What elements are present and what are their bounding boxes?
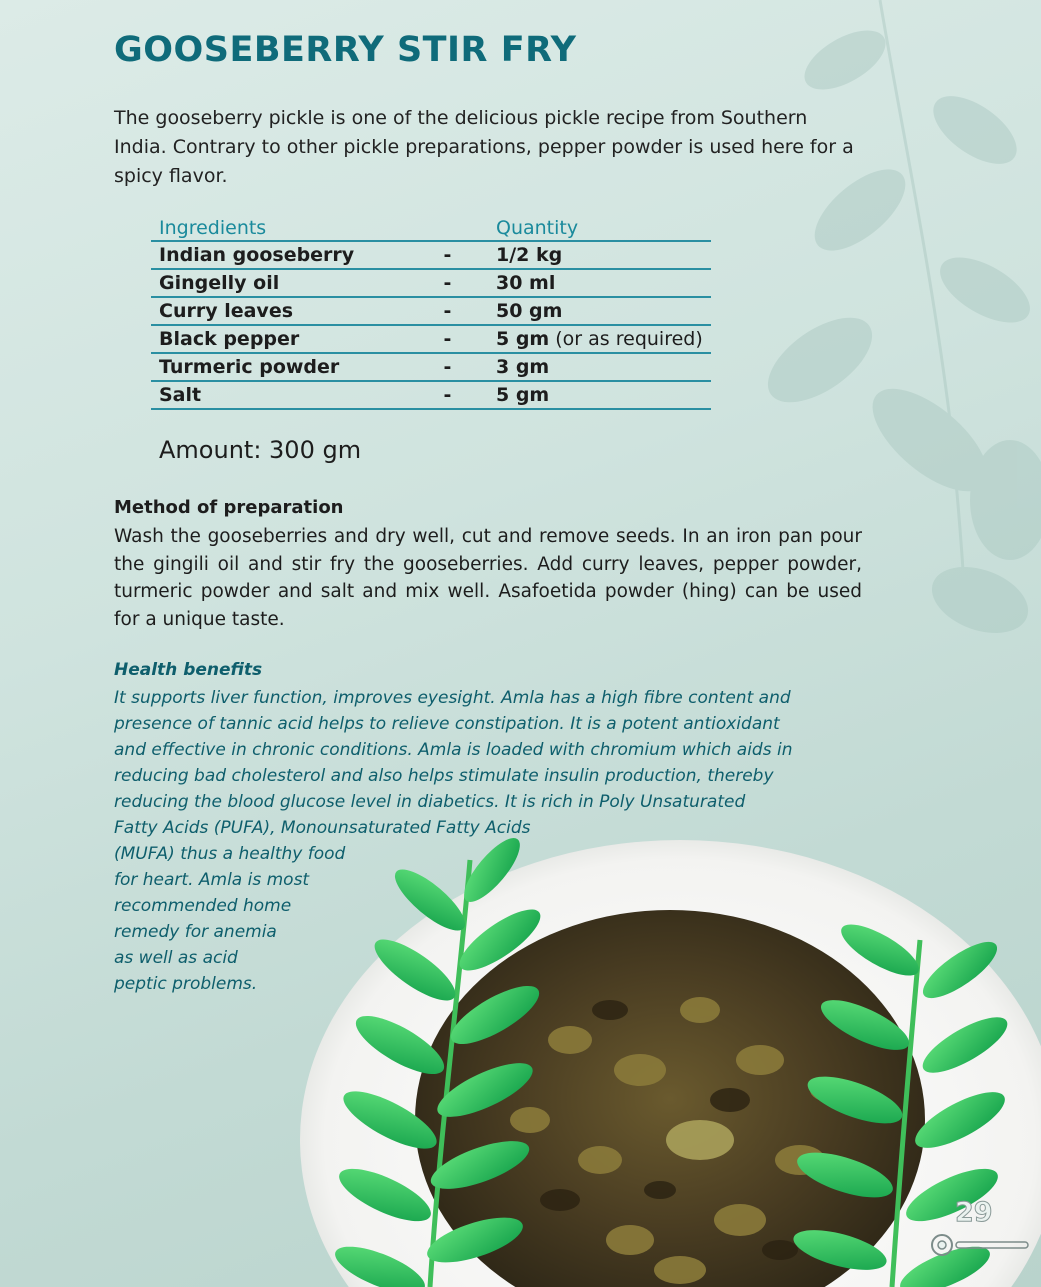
- health-line: recommended home: [114, 896, 292, 916]
- ingredient-name: Curry leaves: [151, 297, 407, 325]
- qty-value: 30 ml: [496, 272, 556, 294]
- health-line: It supports liver function, improves eyesight. Amla has a high fibre content and: [114, 688, 791, 708]
- health-line: presence of tannic acid helps to relieve constipation. It is a potent antioxidant: [114, 714, 780, 734]
- ingredient-qty: [488, 381, 711, 409]
- table-row: [151, 325, 711, 353]
- method-paragraph: Wash the gooseberries and dry well, cut and remove seeds. In an iron pan pour the gingili oil and stir fry the gooseberries. Add curry leaves, pepper powder, turmeric powder and salt and mix well. Asafoetida powder (hing) can be used for a unique taste.: [114, 526, 862, 630]
- health-line: for heart. Amla is most: [114, 870, 310, 890]
- dash-header: [407, 214, 488, 241]
- ingredient-dash: -: [407, 325, 488, 353]
- table-row: [151, 241, 711, 269]
- page-number-ornament-icon: [928, 1232, 1033, 1258]
- intro-paragraph: The gooseberry pickle is one of the delicious pickle recipe from Southern India. Contrary to other pickle preparations, pepper powder is used here for a spicy flavor.: [114, 107, 854, 187]
- table-row: [151, 269, 711, 297]
- page-title: GOOSEBERRY STIR FRY: [114, 30, 577, 70]
- ingredient-dash: -: [407, 297, 488, 325]
- health-line: and effective in chronic conditions. Amla is loaded with chromium which aids in: [114, 740, 793, 760]
- qty-value: 5 gm: [496, 328, 550, 350]
- health-line: as well as acid: [114, 948, 238, 968]
- health-line: reducing the blood glucose level in diabetics. It is rich in Poly Unsaturated: [114, 792, 746, 812]
- qty-value: 50 gm: [496, 300, 563, 322]
- table-row: [151, 297, 711, 325]
- health-line: Fatty Acids (PUFA), Monounsaturated Fatty Acids: [114, 818, 531, 838]
- ingredient-qty: [488, 269, 711, 297]
- qty-value: 5 gm: [496, 384, 550, 406]
- table-row: [151, 353, 711, 381]
- ingredient-dash: -: [407, 241, 488, 269]
- gooseberry-stir-fry-photo: [280, 830, 1041, 1287]
- ingredient-name: Salt: [151, 381, 407, 409]
- qty-value: 1/2 kg: [496, 244, 563, 266]
- method-heading: Method of preparation: [114, 497, 344, 518]
- ingredient-dash: -: [407, 353, 488, 381]
- yield-amount: Amount: 300 gm: [159, 436, 362, 464]
- ingredient-name: Turmeric powder: [151, 353, 407, 381]
- health-line: remedy for anemia: [114, 922, 277, 942]
- health-line: (MUFA) thus a healthy food: [114, 844, 346, 864]
- table-header-row: [151, 214, 711, 241]
- qty-note: (or as required): [549, 328, 703, 350]
- health-line: peptic problems.: [114, 974, 258, 994]
- ingredient-name: Black pepper: [151, 325, 407, 353]
- ingredient-qty: [488, 241, 711, 269]
- ingredient-name: Gingelly oil: [151, 269, 407, 297]
- health-benefits-heading: Health benefits: [114, 660, 263, 680]
- qty-value: 3 gm: [496, 356, 550, 378]
- ingredients-header: Ingredients: [151, 214, 407, 241]
- ingredient-qty: [488, 325, 711, 353]
- ingredient-dash: -: [407, 381, 488, 409]
- ingredients-table: [151, 214, 711, 410]
- ingredient-name: Indian gooseberry: [151, 241, 407, 269]
- ingredient-dash: -: [407, 269, 488, 297]
- health-line: reducing bad cholesterol and also helps stimulate insulin production, thereby: [114, 766, 774, 786]
- table-row: [151, 381, 711, 409]
- ingredient-qty: [488, 353, 711, 381]
- ingredient-qty: [488, 297, 711, 325]
- page-number: 29: [955, 1197, 993, 1228]
- quantity-header: Quantity: [488, 214, 711, 241]
